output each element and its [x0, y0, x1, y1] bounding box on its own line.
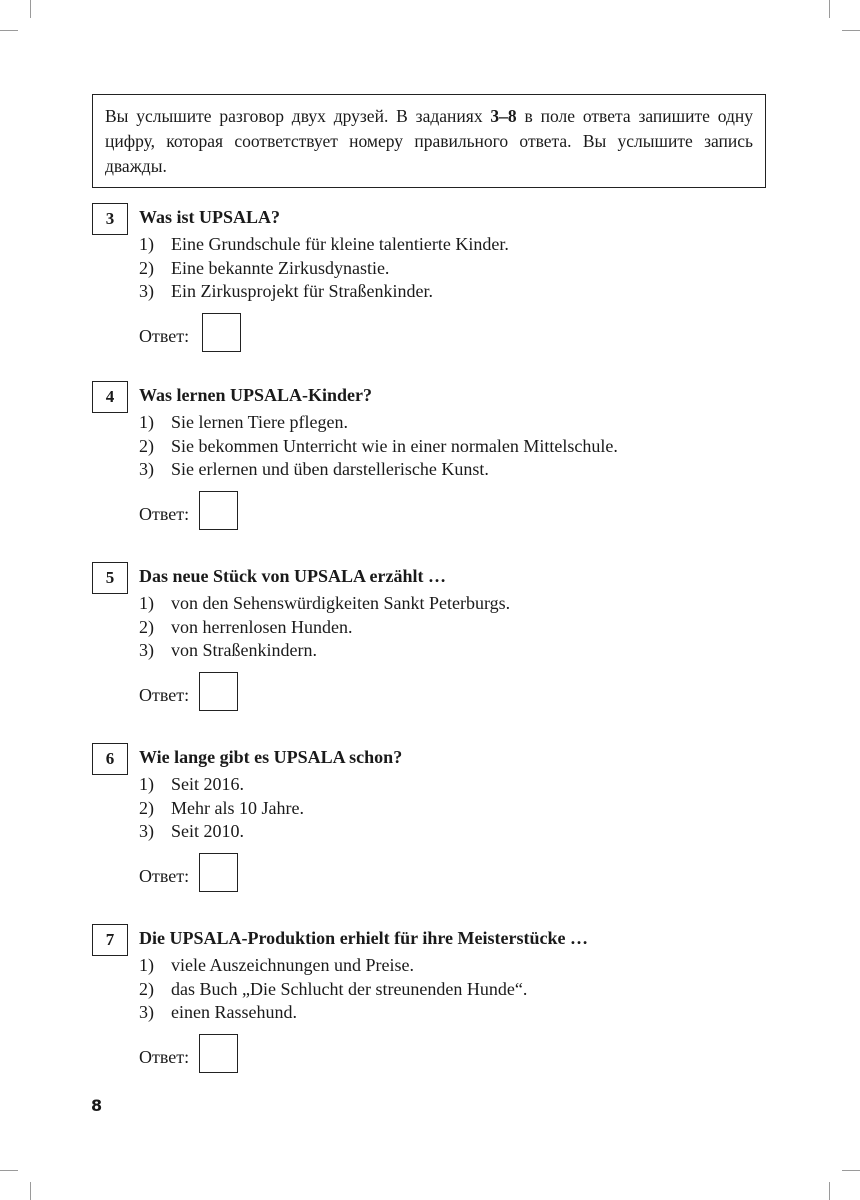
task-number: 4	[92, 381, 128, 413]
instructions-text: в поле ответа запишите одну цифру, которая соответствует номеру правильного ответа. Вы услышите запись дважды.	[105, 106, 753, 176]
option-text: Eine Grundschule für kleine talentierte Kinder.	[171, 234, 509, 254]
crop-mark	[842, 30, 860, 31]
task-question: Wie lange gibt es UPSALA schon?	[139, 747, 403, 767]
option-text: viele Auszeichnungen und Preise.	[171, 955, 414, 975]
option-text: Sie erlernen und üben darstellerische Kunst.	[171, 459, 489, 479]
task-number: 5	[92, 562, 128, 594]
option-3	[139, 280, 509, 304]
option-text: das Buch „Die Schlucht der streunenden Hunde“.	[171, 978, 528, 999]
answer-label: Ответ:	[139, 504, 190, 524]
instructions-box	[92, 94, 766, 188]
options-list	[139, 233, 509, 304]
crop-mark	[0, 1170, 18, 1171]
crop-mark	[30, 1182, 31, 1200]
option-2	[139, 978, 527, 1002]
crop-mark	[30, 0, 31, 18]
option-number: 2)	[139, 616, 154, 637]
option-text: von den Sehenswürdigkeiten Sankt Peterburgs.	[171, 593, 511, 613]
option-3	[139, 820, 304, 844]
crop-mark	[829, 0, 830, 18]
option-2	[139, 257, 509, 281]
option-3	[139, 639, 510, 663]
option-number: 3)	[139, 281, 154, 301]
options-list	[139, 411, 618, 482]
answer-label: Ответ:	[139, 866, 190, 886]
answer-label: Ответ:	[139, 685, 190, 705]
option-text: von herrenlosen Hunden.	[171, 616, 353, 637]
option-number: 1)	[139, 955, 154, 975]
option-number: 3)	[139, 1002, 154, 1022]
task-question: Das neue Stück von UPSALA erzählt …	[139, 566, 447, 586]
crop-mark	[829, 1182, 830, 1200]
option-text: Sie bekommen Unterricht wie in einer normalen Mittelschule.	[171, 435, 618, 456]
option-number: 1)	[139, 593, 154, 613]
options-list	[139, 592, 510, 663]
option-number: 3)	[139, 640, 154, 660]
option-text: von Straßenkindern.	[171, 640, 317, 660]
answer-label: Ответ:	[139, 326, 190, 346]
answer-label: Ответ:	[139, 1047, 190, 1067]
option-text: Seit 2010.	[171, 821, 245, 841]
options-list	[139, 773, 304, 844]
instructions-text: Вы услышите разговор двух друзей. В заданиях	[105, 106, 491, 126]
option-number: 2)	[139, 257, 154, 278]
task-question: Die UPSALA-Produktion erhielt für ihre Meisterstücke …	[139, 928, 588, 948]
option-text: Sie lernen Tiere pflegen.	[171, 412, 348, 432]
option-number: 1)	[139, 774, 154, 794]
option-text: Eine bekannte Zirkusdynastie.	[171, 257, 390, 278]
option-3	[139, 1001, 527, 1025]
option-text: Ein Zirkusprojekt für Straßenkinder.	[171, 281, 433, 301]
option-1	[139, 411, 618, 435]
option-number: 1)	[139, 234, 154, 254]
option-text: Seit 2016.	[171, 774, 245, 794]
task-question: Was lernen UPSALA-Kinder?	[139, 385, 373, 405]
option-3	[139, 458, 618, 482]
option-2	[139, 616, 510, 640]
answer-box[interactable]	[199, 1034, 238, 1073]
task-range: 3–8	[490, 106, 517, 126]
option-2	[139, 797, 304, 821]
task-question: Was ist UPSALA?	[139, 207, 281, 227]
answer-box[interactable]	[202, 313, 241, 352]
task-number: 7	[92, 924, 128, 956]
option-number: 3)	[139, 821, 154, 841]
option-1	[139, 954, 527, 978]
option-number: 2)	[139, 435, 154, 456]
answer-box[interactable]	[199, 672, 238, 711]
crop-mark	[0, 30, 18, 31]
answer-box[interactable]	[199, 491, 238, 530]
option-number: 2)	[139, 978, 154, 999]
option-1	[139, 592, 510, 616]
option-2	[139, 435, 618, 459]
option-1	[139, 773, 304, 797]
page-number: 8	[91, 1096, 103, 1115]
answer-box[interactable]	[199, 853, 238, 892]
option-number: 3)	[139, 459, 154, 479]
task-number: 3	[92, 203, 128, 235]
options-list	[139, 954, 527, 1025]
option-number: 2)	[139, 797, 154, 818]
option-text: einen Rassehund.	[171, 1002, 297, 1022]
crop-mark	[842, 1170, 860, 1171]
option-text: Mehr als 10 Jahre.	[171, 797, 304, 818]
option-number: 1)	[139, 412, 154, 432]
option-1	[139, 233, 509, 257]
task-number: 6	[92, 743, 128, 775]
